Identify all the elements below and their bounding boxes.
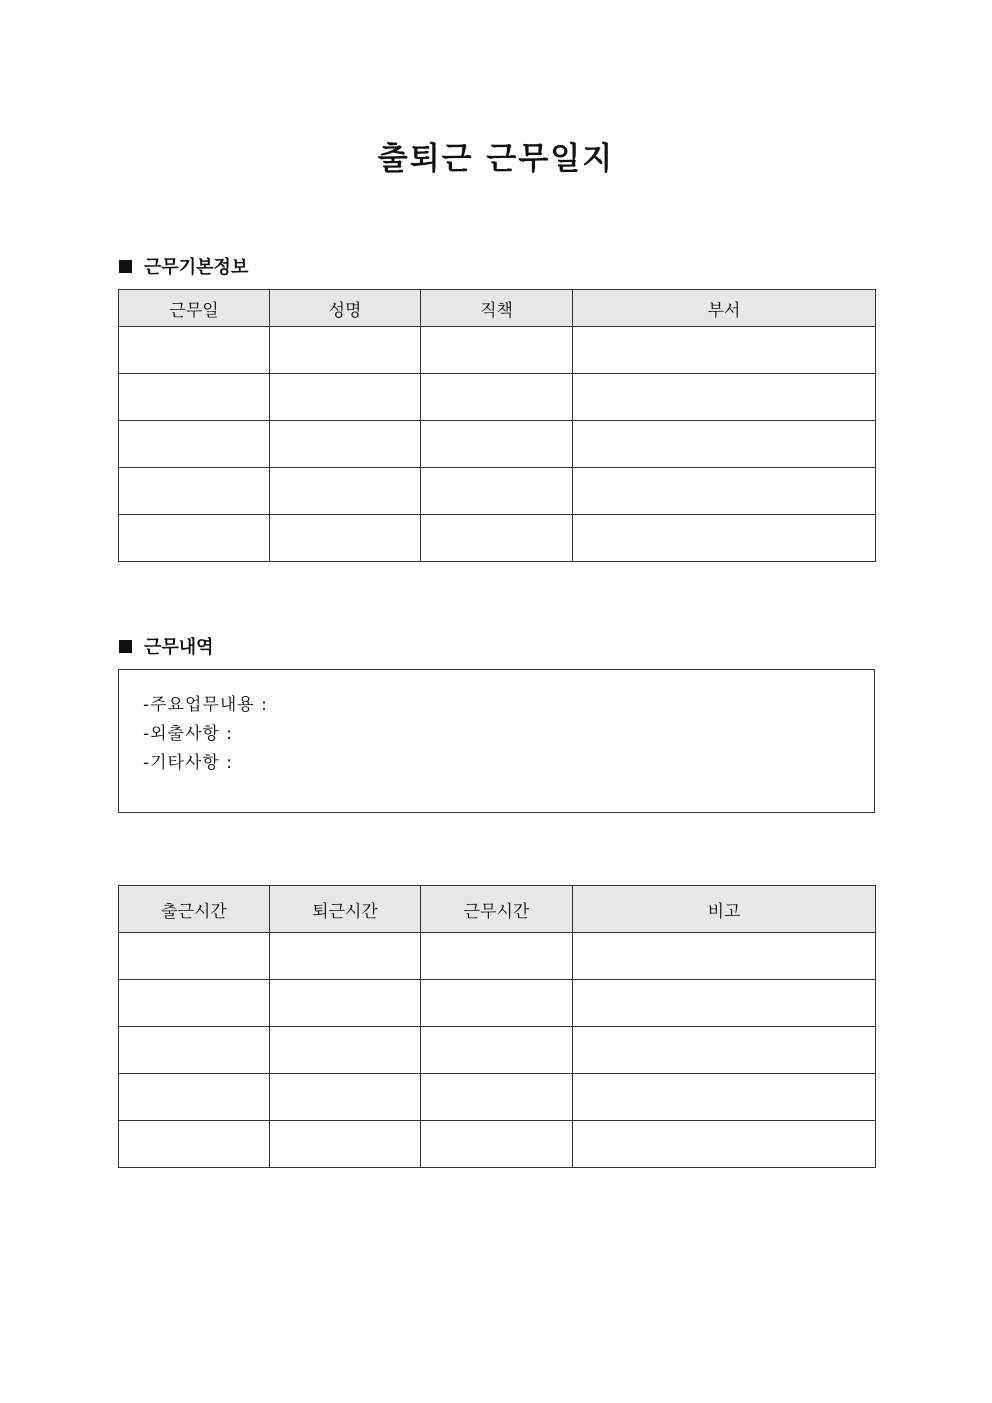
table-cell[interactable] bbox=[421, 1074, 573, 1121]
column-header-clock-in: 출근시간 bbox=[119, 886, 270, 933]
table-cell[interactable] bbox=[421, 1121, 573, 1168]
table-cell[interactable] bbox=[119, 374, 270, 421]
table-row bbox=[119, 374, 876, 421]
table-row bbox=[119, 468, 876, 515]
work-details-heading-label: 근무내역 bbox=[144, 637, 214, 658]
table-row bbox=[119, 515, 876, 562]
table-cell[interactable] bbox=[573, 327, 876, 374]
table-cell[interactable] bbox=[270, 468, 421, 515]
table-cell[interactable] bbox=[119, 515, 270, 562]
table-row bbox=[119, 980, 876, 1027]
column-header-position: 직책 bbox=[421, 290, 573, 327]
table-row bbox=[119, 933, 876, 980]
other-notes-line: -기타사항 : bbox=[143, 753, 233, 773]
table-cell[interactable] bbox=[119, 468, 270, 515]
square-bullet-icon bbox=[119, 260, 132, 273]
table-cell[interactable] bbox=[573, 980, 876, 1027]
time-log-header-row bbox=[119, 886, 876, 933]
table-cell[interactable] bbox=[421, 515, 573, 562]
table-row bbox=[119, 1121, 876, 1168]
work-details-heading bbox=[119, 633, 214, 659]
table-cell[interactable] bbox=[573, 515, 876, 562]
table-cell[interactable] bbox=[573, 933, 876, 980]
table-cell[interactable] bbox=[573, 468, 876, 515]
table-cell[interactable] bbox=[270, 421, 421, 468]
column-header-remarks: 비고 bbox=[573, 886, 876, 933]
main-tasks-line: -주요업무내용 : bbox=[143, 695, 268, 715]
table-cell[interactable] bbox=[119, 1121, 270, 1168]
table-row bbox=[119, 421, 876, 468]
basic-info-heading-label: 근무기본정보 bbox=[144, 257, 249, 278]
table-cell[interactable] bbox=[421, 327, 573, 374]
table-cell[interactable] bbox=[573, 1121, 876, 1168]
table-cell[interactable] bbox=[270, 1074, 421, 1121]
table-cell[interactable] bbox=[270, 374, 421, 421]
table-cell[interactable] bbox=[421, 933, 573, 980]
table-cell[interactable] bbox=[573, 1027, 876, 1074]
table-cell[interactable] bbox=[119, 980, 270, 1027]
basic-info-header-row bbox=[119, 290, 876, 327]
table-cell[interactable] bbox=[119, 327, 270, 374]
basic-info-table bbox=[118, 289, 876, 562]
basic-info-heading bbox=[119, 253, 248, 279]
table-cell[interactable] bbox=[270, 327, 421, 374]
column-header-department: 부서 bbox=[573, 290, 876, 327]
table-cell[interactable] bbox=[270, 933, 421, 980]
table-row bbox=[119, 1074, 876, 1121]
table-cell[interactable] bbox=[421, 468, 573, 515]
table-cell[interactable] bbox=[270, 980, 421, 1027]
column-header-name: 성명 bbox=[270, 290, 421, 327]
table-cell[interactable] bbox=[421, 374, 573, 421]
time-log-table bbox=[118, 885, 876, 1168]
table-cell[interactable] bbox=[119, 1074, 270, 1121]
table-cell[interactable] bbox=[119, 1027, 270, 1074]
table-cell[interactable] bbox=[421, 421, 573, 468]
table-row bbox=[119, 327, 876, 374]
table-cell[interactable] bbox=[270, 1121, 421, 1168]
square-bullet-icon bbox=[119, 640, 132, 653]
column-header-clock-out: 퇴근시간 bbox=[270, 886, 421, 933]
column-header-work-hours: 근무시간 bbox=[421, 886, 573, 933]
outing-line: -외출사항 : bbox=[143, 724, 233, 744]
table-cell[interactable] bbox=[421, 980, 573, 1027]
table-cell[interactable] bbox=[119, 933, 270, 980]
table-cell[interactable] bbox=[573, 1074, 876, 1121]
table-cell[interactable] bbox=[270, 1027, 421, 1074]
table-cell[interactable] bbox=[421, 1027, 573, 1074]
table-row bbox=[119, 1027, 876, 1074]
document-title: 출퇴근 근무일지 bbox=[377, 141, 615, 177]
table-cell[interactable] bbox=[119, 421, 270, 468]
table-cell[interactable] bbox=[573, 421, 876, 468]
work-details-box[interactable] bbox=[118, 669, 875, 813]
column-header-work-date: 근무일 bbox=[119, 290, 270, 327]
table-cell[interactable] bbox=[270, 515, 421, 562]
table-cell[interactable] bbox=[573, 374, 876, 421]
